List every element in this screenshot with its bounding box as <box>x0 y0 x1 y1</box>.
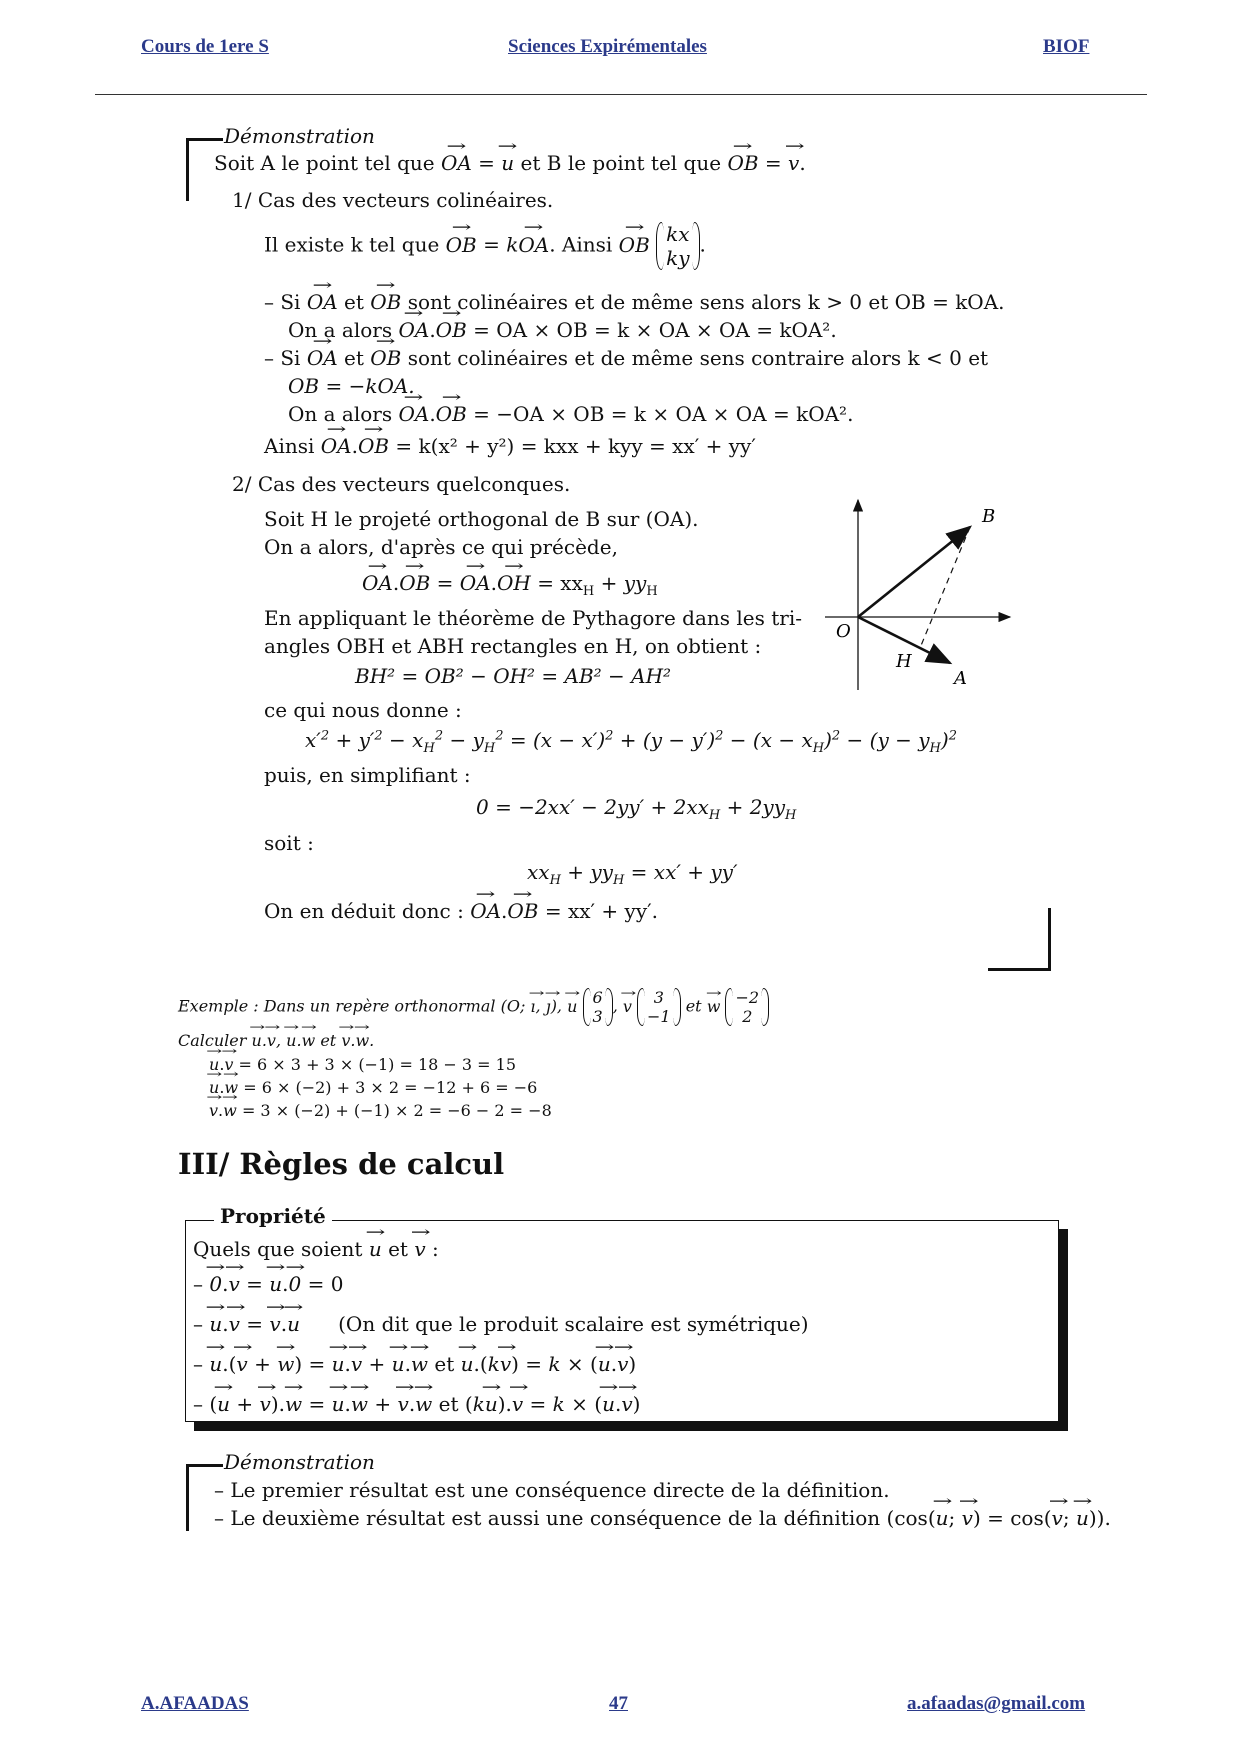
property-linearity: – (→ u + → v).→ w = → u.→ w + → v.→ w et (k→ u).→ v = k × (→ u.→ v) <box>193 1392 640 1416</box>
case2-title: 2/ Cas des vecteurs quelconques. <box>232 472 571 496</box>
bullet2-result: On a alors → OA.→ OB = −OA × OB = k × OA × OA = kOA². <box>288 402 853 426</box>
text-puis: puis, en simplifiant : <box>264 763 471 787</box>
text-qui: ce qui nous donne : <box>264 698 462 722</box>
example-result-vw: → v.→ w = 3 × (−2) + (−1) × 2 = −6 − 2 = −8 <box>209 1101 552 1120</box>
header-program[interactable]: BIOF <box>1043 36 1090 57</box>
eq-expanded: $x'^2 + y'^2 - x_H^2 - y_H^2 = (x - x')^2 + (y - y')^2 - (x - x_H)^2 - (y - y_H)^2$ <box>305 728 957 756</box>
vector-ob <box>858 527 970 617</box>
case1-title: 1/ Cas des vecteurs colinéaires. <box>232 188 554 212</box>
eq-oh: → OA.→ OB = → OA.→ OH = $xx_H + yy_H$ <box>362 571 658 600</box>
section-title: III/ Règles de calcul <box>178 1147 505 1181</box>
footer-email[interactable]: a.afaadas@gmail.com <box>907 1693 1086 1714</box>
page-number[interactable]: 47 <box>609 1693 628 1714</box>
bullet2: – Si → OA et → OB sont colinéaires et de même sens contraire alors k < 0 et <box>264 346 988 370</box>
demo-intro: Soit A le point tel que → OA = → u et B le point tel que → OB = → v. <box>214 151 806 175</box>
property-intro: Quels que soient → u et → v : <box>193 1237 439 1261</box>
case1-conclusion: Ainsi → OA.→ OB = k(x² + y²) = kxx + kyy = xx′ + yy′ <box>264 434 756 458</box>
example-intro: Exemple : Dans un repère orthonormal (O; → ı, → ȷ), → u 6 3 , → v 3 −1 et → w −2 2 <box>178 988 769 1026</box>
demo2-line2: – Le deuxième résultat est aussi une conséquence de la définition (cos(→ u; → v) = cos(→ v; → u)). <box>214 1506 1111 1530</box>
footer-author[interactable]: A.AFAADAS <box>141 1693 249 1714</box>
property-zero: – → 0.→ v = → u.→ 0 = 0 <box>193 1272 343 1296</box>
header-rule <box>95 94 1147 95</box>
demo2-title: Démonstration <box>224 1450 375 1474</box>
bullet2-cond: OB = −kOA. <box>288 374 415 398</box>
label-o: O <box>836 621 851 642</box>
eq-final: $xx_H + yy_H = xx' + yy'$ <box>527 860 738 888</box>
label-b: B <box>982 506 996 527</box>
projection-figure <box>820 495 1020 695</box>
text-soit: soit : <box>264 831 314 855</box>
demo2-line1: – Le premier résultat est une conséquence directe de la définition. <box>214 1478 890 1502</box>
demo-bracket-close <box>988 908 1051 971</box>
demo-title: Démonstration <box>224 124 375 148</box>
deduction: On en déduit donc : → OA.→ OB = xx′ + yy′. <box>264 899 658 923</box>
label-h: H <box>896 651 912 672</box>
header-subject[interactable]: Sciences Expirémentales <box>508 36 707 57</box>
projection-line <box>920 527 970 648</box>
property-symmetry: – → u.→ v = → v.→ u (On dit que le produit scalaire est symétrique) <box>193 1312 809 1336</box>
example-result-uv: → u.→ v = 6 × 3 + 3 × (−1) = 18 − 3 = 15 <box>209 1055 516 1074</box>
property-title: Propriété <box>214 1204 332 1228</box>
bullet1-result: On a alors → OA.→ OB = OA × OB = k × OA × OA = kOA². <box>288 318 837 342</box>
case2-projection: Soit H le projeté orthogonal de B sur (OA). <box>264 507 699 531</box>
case1-exists: Il existe k tel que → OB = k→ OA. Ainsi → OB kx ky . <box>264 222 706 270</box>
header-course[interactable]: Cours de 1ere S <box>141 36 269 57</box>
label-a: A <box>954 668 967 689</box>
bullet1: – Si → OA et → OB sont colinéaires et de même sens alors k > 0 et OB = kOA. <box>264 290 1005 314</box>
case2-onalors: On a alors, d'après ce qui précède, <box>264 535 618 559</box>
pythagore-line1: En appliquant le théorème de Pythagore dans les tri- <box>264 606 803 630</box>
eq-bh: BH² = OB² − OH² = AB² − AH² <box>355 664 672 688</box>
pythagore-line2: angles OBH et ABH rectangles en H, on obtient : <box>264 634 762 658</box>
property-distributive: – → u.(→ v + → w) = → u.→ v + → u.→ w et → u.(k→ v) = k × (→ u.→ v) <box>193 1352 636 1376</box>
example-result-uw: → u.→ w = 6 × (−2) + 3 × 2 = −12 + 6 = −6 <box>209 1078 537 1097</box>
example-task: Calculer → u.→ v, → u.→ w et → v.→ w. <box>178 1031 374 1050</box>
eq-simplified: $0 = -2xx' - 2yy' + 2xx_H + 2yy_H$ <box>476 795 797 823</box>
